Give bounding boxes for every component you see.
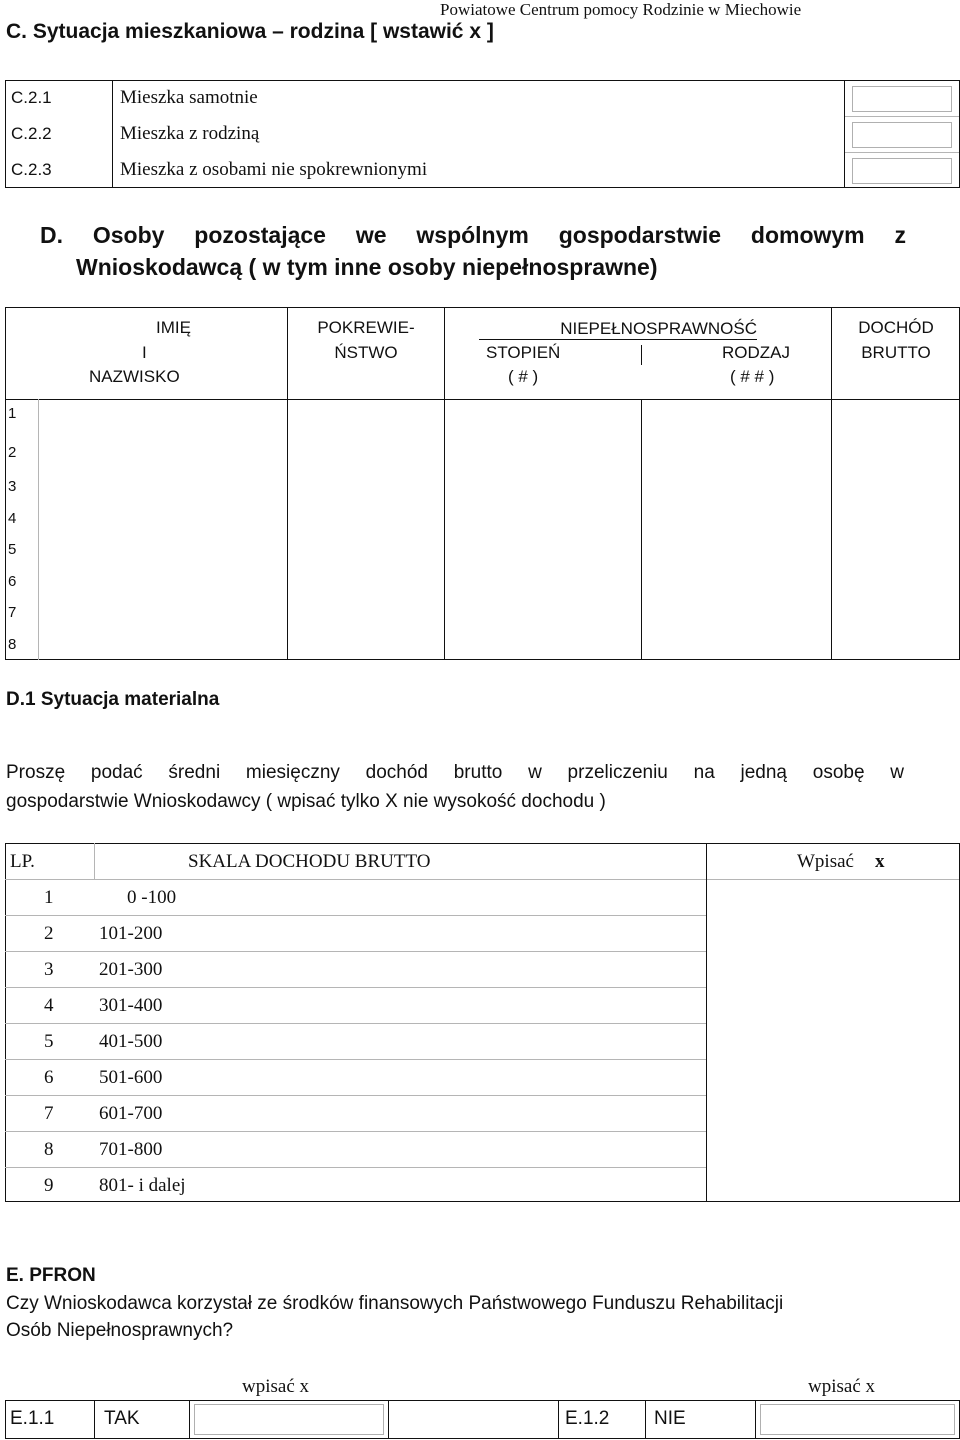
col-mark-x: x [875,851,885,872]
c-row-label: Mieszka samotnie [120,87,258,108]
section-d-title: D. Osoby pozostające we wspólnym gospodarstwie domowym z [40,222,906,248]
scale-lp: 5 [44,1031,54,1052]
section-e-question-2: Osób Niepełnosprawnych? [6,1320,234,1341]
scale-range: 201-300 [99,959,163,980]
header-relation-2: ŃSTWO [334,343,398,362]
header-relation-1: POKREWIE- [317,318,415,337]
scale-range: 0 -100 [127,887,177,908]
c-mark-box[interactable] [852,122,952,148]
row-number: 2 [8,444,17,461]
header-separator [641,345,642,365]
header-degree-note: ( # ) [508,367,539,386]
c-mark-box[interactable] [852,158,952,184]
row-number: 5 [8,541,17,558]
header-first-name: IMIĘ [156,318,191,337]
write-label-yes: wpisać x [242,1376,310,1397]
section-e-title: E. PFRON [6,1265,96,1286]
section-d1-text-2: gospodarstwie Wnioskodawcy ( wpisać tylko X nie wysokość dochodu ) [6,791,606,812]
c-mark-box[interactable] [852,86,952,112]
c-row-code: C.2.3 [11,160,52,179]
section-d1-text: Proszę podać średni miesięczny dochód brutto w przeliczeniu na jedną osobę w [6,762,904,783]
scale-range: 101-200 [99,923,163,944]
scale-lp: 2 [44,923,54,944]
header-income-1: DOCHÓD [858,318,934,337]
scale-range: 801- i dalej [99,1175,186,1196]
header-type-note: ( # # ) [730,367,775,386]
row-number: 3 [8,478,17,495]
section-e-question: Czy Wnioskodawca korzystał ze środków finansowych Państwowego Funduszu Rehabilitacji [6,1293,784,1314]
col-scale: SKALA DOCHODU BRUTTO [188,851,431,872]
yes-label: TAK [104,1408,140,1429]
scale-lp: 8 [44,1139,54,1160]
scale-lp: 9 [44,1175,54,1196]
row-number: 1 [8,405,17,422]
row-number: 7 [8,604,17,621]
section-d1-title: D.1 Sytuacja materialna [6,689,220,710]
section-c-title: C. Sytuacja mieszkaniowa – rodzina [ wstawić x ] [6,20,494,43]
row-number: 8 [8,636,17,653]
header-and: I [142,343,147,362]
scale-lp: 3 [44,959,54,980]
c-row-code: C.2.2 [11,124,52,143]
header-disability: NIEPEŁNOSPRAWNOŚĆ [479,318,757,340]
write-label-no: wpisać x [808,1376,876,1397]
c-row-label: Mieszka z osobami nie spokrewnionymi [120,159,428,180]
no-label: NIE [654,1408,686,1429]
scale-lp: 7 [44,1103,54,1124]
no-mark-box[interactable] [760,1404,955,1435]
scale-range: 501-600 [99,1067,163,1088]
col-mark: Wpisać [797,851,854,872]
org-header: Powiatowe Centrum pomocy Rodzinie w Miechowie [440,0,802,19]
scale-lp: 1 [44,887,54,908]
scale-lp: 6 [44,1067,54,1088]
row-number: 4 [8,510,17,527]
scale-range: 701-800 [99,1139,163,1160]
section-d-subtitle: Wnioskodawcą ( w tym inne osoby niepełnosprawne) [76,254,658,280]
c-row-label: Mieszka z rodziną [120,123,260,144]
header-surname: NAZWISKO [89,367,180,386]
scale-range: 601-700 [99,1103,163,1124]
yes-code: E.1.1 [10,1408,55,1429]
header-degree: STOPIEŃ [486,343,561,362]
c-row-code: C.2.1 [11,88,52,107]
scale-range: 301-400 [99,995,163,1016]
col-lp: LP. [10,851,35,872]
yes-mark-box[interactable] [194,1404,384,1435]
header-type: RODZAJ [722,343,790,362]
scale-range: 401-500 [99,1031,163,1052]
header-income-2: BRUTTO [861,343,931,362]
row-number: 6 [8,573,17,590]
no-code: E.1.2 [565,1408,610,1429]
scale-lp: 4 [44,995,54,1016]
